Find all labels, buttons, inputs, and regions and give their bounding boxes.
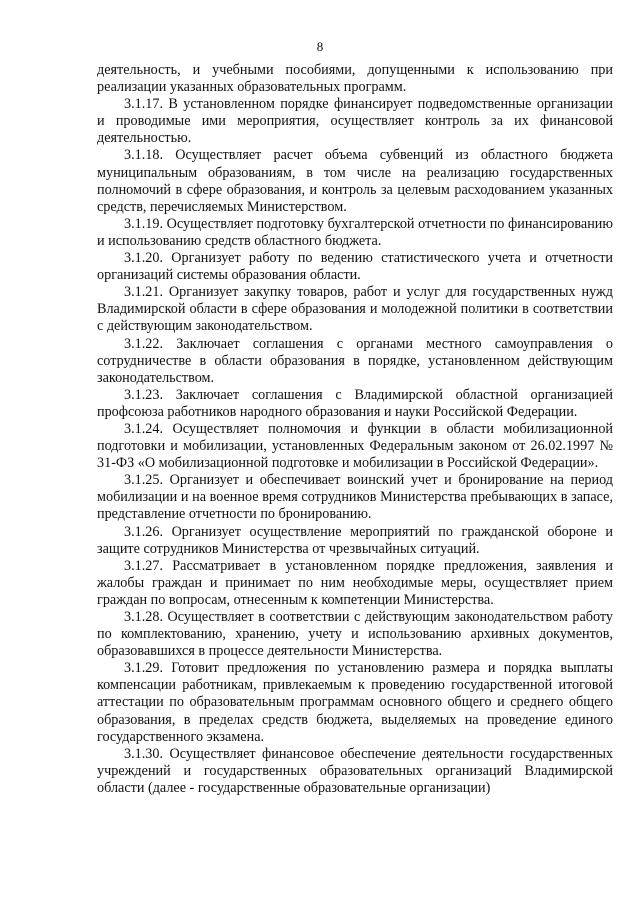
paragraph-3-1-27: 3.1.27. Рассматривает в установленном порядке предложения, заявления и жалобы граждан и принимает по ним необходимые меры, осуществляет прием граждан по вопросам, отнесенным к компетенции Министерства. [97, 557, 613, 608]
paragraph-3-1-28: 3.1.28. Осуществляет в соответствии с действующим законодательством работу по комплектованию, хранению, учету и использованию архивных документов, образовавшихся в процессе деятельности Министерства. [97, 609, 613, 660]
paragraph-3-1-21: 3.1.21. Организует закупку товаров, работ и услуг для государственных нужд Владимирской области в сфере образования и молодежной политики в соответствии с действующим законодательством. [97, 284, 613, 335]
paragraph-3-1-29: 3.1.29. Готовит предложения по установлению размера и порядка выплаты компенсации работникам, привлекаемым к проведению государственной итоговой аттестации по образовательным программам основного общего и среднего общего образования, в пределах средств бюджета, выделяемых на проведение единого государственного экзамена. [97, 660, 613, 745]
paragraph-3-1-18: 3.1.18. Осуществляет расчет объема субвенций из областного бюджета муниципальным образованиям, в том числе на реализацию государственных полномочий в сфере образования, и контроль за целевым расходованием указанных средств, перечисляемых Министерством. [97, 147, 613, 215]
paragraph-continuation: деятельность, и учебными пособиями, допущенными к использованию при реализации указанных образовательных программ. [97, 62, 613, 96]
paragraph-3-1-19: 3.1.19. Осуществляет подготовку бухгалтерской отчетности по финансированию и использованию средств областного бюджета. [97, 215, 613, 249]
paragraph-3-1-17: 3.1.17. В установленном порядке финансирует подведомственные организации и проводимые ими мероприятия, осуществляет контроль за их финансовой деятельностью. [97, 96, 613, 147]
paragraph-3-1-20: 3.1.20. Организует работу по ведению статистического учета и отчетности организаций системы образования области. [97, 250, 613, 284]
paragraph-3-1-22: 3.1.22. Заключает соглашения с органами местного самоуправления о сотрудничестве в области образования в порядке, установленном действующим законодательством. [97, 335, 613, 386]
paragraph-3-1-23: 3.1.23. Заключает соглашения с Владимирской областной организацией профсоюза работников народного образования и науки Российской Федерации. [97, 386, 613, 420]
paragraph-3-1-24: 3.1.24. Осуществляет полномочия и функции в области мобилизационной подготовки и мобилизации, установленных Федеральным законом от 26.02.1997 № 31-ФЗ «О мобилизационной подготовке и мобилизации в Российской Федерации». [97, 420, 613, 472]
paragraph-3-1-26: 3.1.26. Организует осуществление мероприятий по гражданской обороне и защите сотрудников Министерства от чрезвычайных ситуаций. [97, 523, 613, 557]
paragraph-3-1-25: 3.1.25. Организует и обеспечивает воинский учет и бронирование на период мобилизации и на военное время сотрудников Министерства пребывающих в запасе, представление отчетности по бронированию. [97, 472, 613, 523]
document-body [97, 62, 613, 797]
page-number: 8 [316, 39, 324, 54]
paragraph-3-1-30: 3.1.30. Осуществляет финансовое обеспечение деятельности государственных учреждений и государственных образовательных организаций Владимирской области (далее - государственные образовательные организации) [97, 745, 613, 796]
